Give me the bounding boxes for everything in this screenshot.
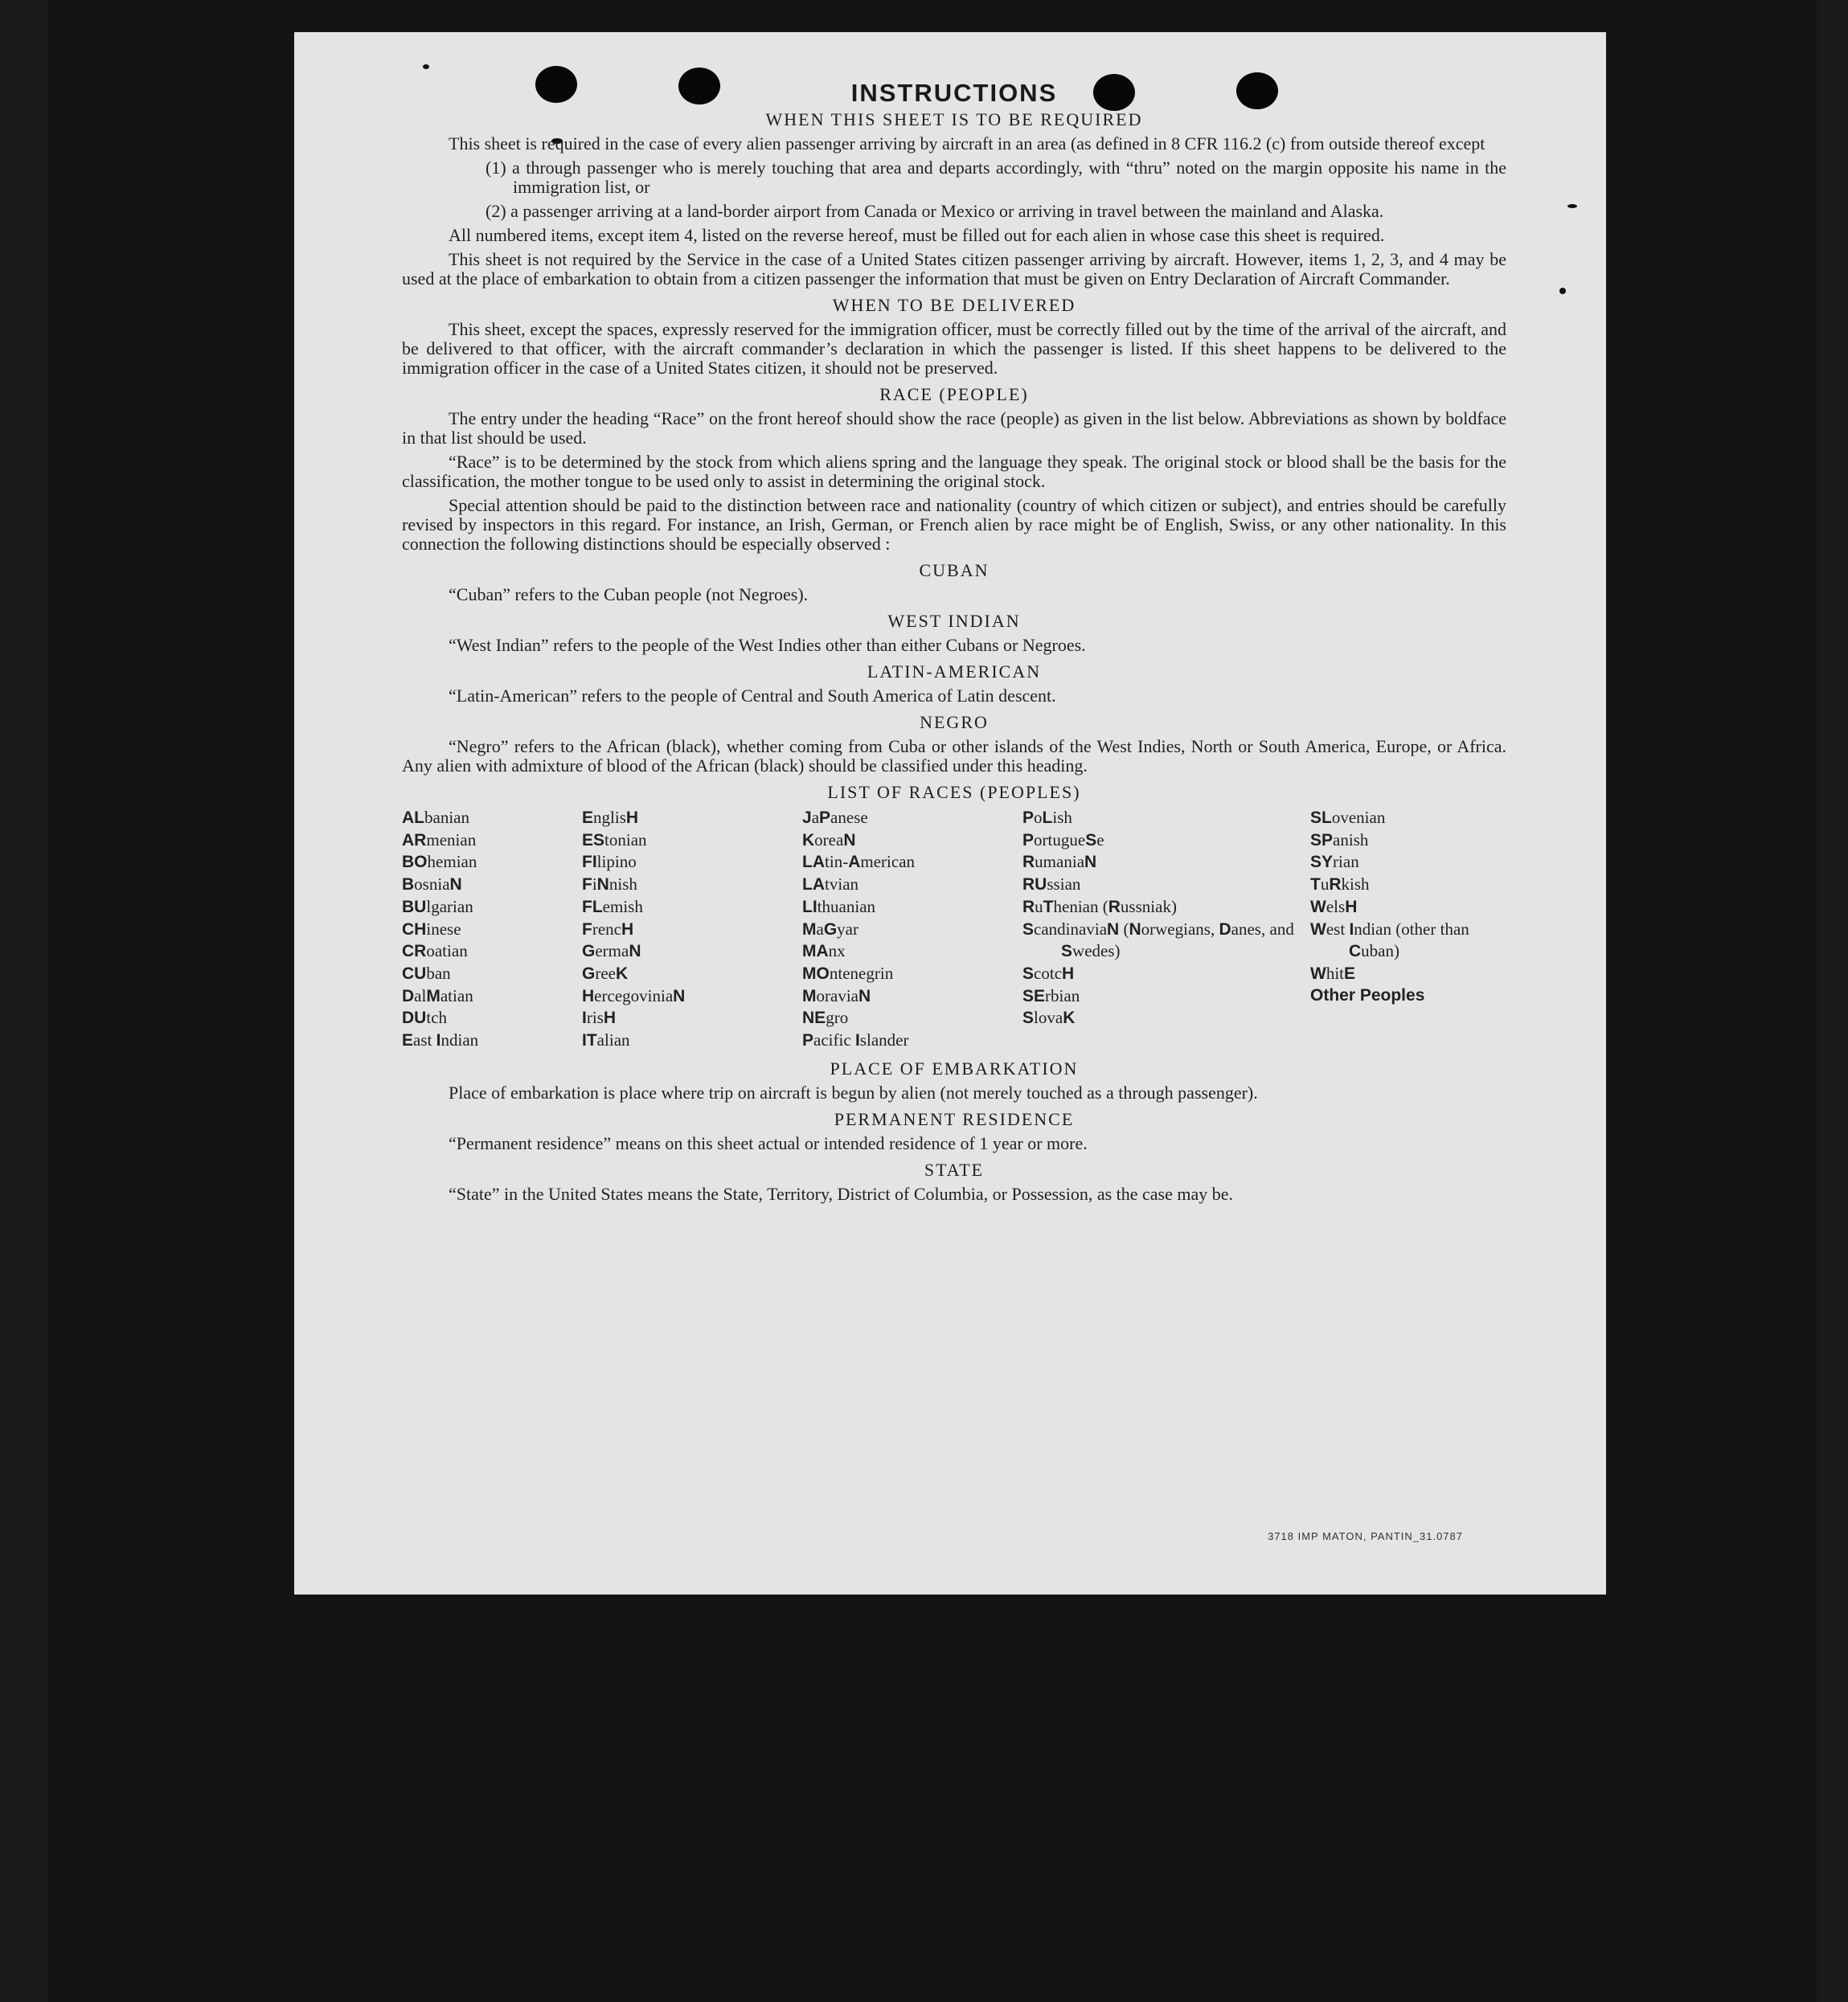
- page-title: INSTRUCTIONS: [850, 79, 1058, 107]
- race-entry: ARmenian: [402, 829, 477, 850]
- when-required-intro: This sheet is required in the case of every alien passenger arriving by aircraft in an area (as defined in 8 CFR 116.2 (c) from outside thereof except: [449, 133, 1485, 154]
- race-entry: FLemish: [582, 896, 643, 916]
- race-entry: East Indian: [402, 1030, 479, 1050]
- west-indian-text: “West Indian” refers to the people of the West Indies other than either Cubans or Negroes.: [449, 635, 1086, 655]
- race-entry: ALbanian: [402, 808, 469, 827]
- heading-list-of-races: LIST OF RACES (PEOPLES): [827, 782, 1081, 802]
- race-entry: MaGyar: [802, 919, 858, 939]
- speck: [423, 64, 429, 69]
- heading-west-indian: WEST INDIAN: [887, 611, 1021, 631]
- race-entry: Other Peoples: [1310, 985, 1425, 1005]
- race-entry: WhitE: [1310, 963, 1356, 983]
- race-entry: CHinese: [402, 919, 461, 939]
- race-entry: MOntenegrin: [802, 963, 894, 983]
- exception-2: (2) a passenger arriving at a land-border airport from Canada or Mexico or arriving in travel between the mainland and Alaska.: [486, 201, 1384, 221]
- race-entry: SPanish: [1310, 829, 1369, 850]
- race-entry: BosniaN: [402, 874, 462, 895]
- race-column-1: [402, 807, 582, 1052]
- race-entry: SYrian: [1310, 852, 1359, 872]
- heading-embarkation: PLACE OF EMBARKATION: [830, 1058, 1079, 1079]
- cuban-text: “Cuban” refers to the Cuban people (not Negroes).: [449, 584, 809, 604]
- race-entry: CRoatian: [402, 941, 468, 961]
- when-delivered-text: This sheet, except the spaces, expressly reserved for the immigration officer, must be correctly filled out by the time of the arrival of the aircraft, and be delivered to that officer, with the aircraft commander’s declaration in which the passenger is listed. If this sheet happens to be delivered to the immigration officer in the case of a United States citizen, it should not be preserved.: [402, 319, 1506, 378]
- embarkation-text: Place of embarkation is place where trip on aircraft is begun by alien (not merely touched as a through passenger).: [449, 1082, 1258, 1103]
- race-entry: LAtin-American: [802, 852, 916, 872]
- race-entry: SlovaK: [1022, 1008, 1076, 1028]
- speck: [1559, 288, 1566, 294]
- race-entry: PoLish: [1022, 808, 1072, 827]
- heading-permanent-residence: PERMANENT RESIDENCE: [834, 1108, 1075, 1129]
- race-entry: MoraviaN: [802, 985, 871, 1005]
- race-entry: CUban: [402, 963, 451, 983]
- speck: [1567, 204, 1577, 208]
- instruction-sheet: [294, 32, 1606, 1595]
- race-column-3: [802, 807, 1022, 1052]
- race-entry: HercegoviniaN: [582, 985, 686, 1005]
- race-entry: ITalian: [582, 1030, 630, 1050]
- race-entry: RuThenian (Russniak): [1022, 896, 1177, 916]
- race-entry: RUssian: [1022, 874, 1081, 895]
- race-column-2: [582, 807, 802, 1052]
- race-entry: SLovenian: [1310, 808, 1386, 827]
- race-entry: IrisH: [582, 1008, 617, 1028]
- race-entry: LAtvian: [802, 874, 859, 895]
- race-paragraph-1: The entry under the heading “Race” on the front hereof should show the race (people) as given in the list below. Abbreviations as shown by boldface in that list should be used.: [402, 408, 1506, 448]
- heading-cuban: CUBAN: [919, 560, 990, 580]
- negro-text: “Negro” refers to the African (black), whether coming from Cuba or other islands of the West Indies, North or South America, Europe, or Africa. Any alien with admixture of blood of the African (black) should be classified under this heading.: [402, 736, 1506, 776]
- state-text: “State” in the United States means the State, Territory, District of Columbia, or Possession, as the case may be.: [449, 1183, 1234, 1204]
- race-entry: FIlipino: [582, 852, 637, 872]
- race-column-5: [1310, 807, 1506, 1052]
- race-entry: GreeK: [582, 963, 629, 983]
- printer-code: 3718 IMP MATON, PANTIN_31.0787: [1268, 1530, 1463, 1542]
- race-entry: FiNnish: [582, 874, 637, 895]
- heading-negro: NEGRO: [920, 712, 989, 732]
- race-entry: Pacific Islander: [802, 1030, 909, 1050]
- race-entry: EStonian: [582, 829, 647, 850]
- race-entry: MAnx: [802, 941, 846, 961]
- race-entry: DUtch: [402, 1008, 448, 1028]
- race-entry: West Indian (other than Cuban): [1310, 919, 1469, 961]
- heading-when-delivered: WHEN TO BE DELIVERED: [832, 295, 1076, 315]
- latin-american-text: “Latin-American” refers to the people of Central and South America of Latin descent.: [449, 686, 1056, 706]
- race-entry: NEgro: [802, 1008, 849, 1028]
- race-entry: JaPanese: [802, 808, 868, 827]
- race-entry: SErbian: [1022, 985, 1080, 1005]
- race-list: [402, 807, 1506, 1052]
- race-entry: RumaniaN: [1022, 852, 1097, 872]
- race-paragraph-3: Special attention should be paid to the distinction between race and nationality (country of which citizen or subject), and entries should be carefully revised by inspectors in this regard. For instance, an Irish, German, or French alien by race might be of English, Swiss, or any other nationality. In this connection the following distinctions should be especially observed :: [402, 495, 1506, 554]
- heading-latin-american: LATIN-AMERICAN: [867, 661, 1042, 682]
- race-paragraph-2: “Race” is to be determined by the stock from which aliens spring and the language they speak. The original stock or blood shall be the basis for the classification, the mother tongue to be used only to assist in determining the original stock.: [402, 452, 1506, 491]
- race-entry: DalMatian: [402, 985, 473, 1005]
- race-entry: FrencH: [582, 919, 634, 939]
- race-entry: ScandinaviaN (Norwegians, Danes, and Swedes): [1022, 919, 1294, 961]
- race-entry: WelsH: [1310, 896, 1358, 916]
- race-entry: BUlgarian: [402, 896, 473, 916]
- race-entry: KoreaN: [802, 829, 856, 850]
- race-column-4: [1022, 807, 1310, 1052]
- numbered-items-text: All numbered items, except item 4, listed on the reverse hereof, must be filled out for each alien in whose case this sheet is required.: [449, 225, 1385, 245]
- sheet-content: [402, 79, 1506, 1209]
- race-entry: TuRkish: [1310, 874, 1370, 895]
- heading-when-required: WHEN THIS SHEET IS TO BE REQUIRED: [765, 109, 1143, 129]
- race-entry: ScotcH: [1022, 963, 1075, 983]
- not-required-text: This sheet is not required by the Service in the case of a United States citizen passenger arriving by aircraft. However, items 1, 2, 3, and 4 may be used at the place of embarkation to obtain from a citizen passenger the information that must be given on Entry Declaration of Aircraft Commander.: [402, 249, 1506, 289]
- exception-1: (1) a through passenger who is merely touching that area and departs accordingly, with “thru” noted on the margin opposite his name in the immigration list, or: [486, 158, 1506, 197]
- race-entry: GermaN: [582, 941, 641, 961]
- race-entry: EnglisH: [582, 808, 639, 827]
- permanent-residence-text: “Permanent residence” means on this sheet actual or intended residence of 1 year or more.: [449, 1132, 1088, 1153]
- race-entry: PortugueSe: [1022, 829, 1104, 850]
- heading-race: RACE (PEOPLE): [879, 384, 1029, 404]
- race-entry: LIthuanian: [802, 896, 876, 916]
- race-entry: BOhemian: [402, 852, 477, 872]
- heading-state: STATE: [924, 1159, 985, 1180]
